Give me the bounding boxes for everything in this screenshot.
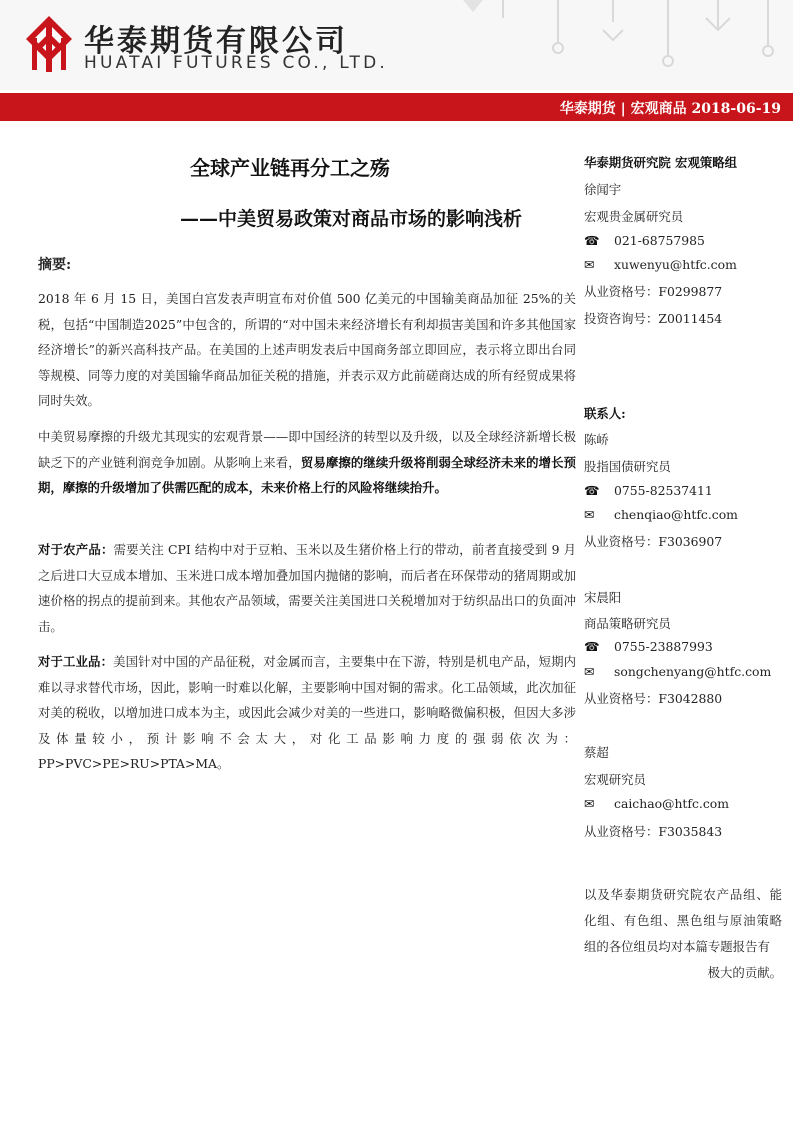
contact-name: 蔡超 <box>584 745 609 760</box>
contact-phone <box>584 639 713 654</box>
report-subtitle: ——中美贸易政策对商品市场的影响浅析 <box>180 208 523 230</box>
company-name-en: HUATAI FUTURES CO., LTD. <box>84 53 389 73</box>
contact-phone <box>584 483 713 498</box>
paragraph-label: 对于农产品： <box>38 542 114 557</box>
phone-number: 021-68757985 <box>614 233 705 248</box>
author-license: 从业资格号：F0299877 <box>584 284 723 299</box>
header-banner <box>0 93 793 121</box>
contact-license: 从业资格号：F3035843 <box>584 824 723 839</box>
company-logo-icon <box>24 14 74 74</box>
paragraph-label: 对于工业品： <box>38 654 114 669</box>
paragraph-announcement <box>38 286 576 414</box>
email-address: caichao@htfc.com <box>614 796 730 811</box>
paragraph-text: 中美贸易摩擦的升级尤其现实的宏观背景——即中国经济的转型以及升级，以及全球经济新增长极缺乏下的产业链利润竞争加剧。从影响上来看， <box>38 429 576 470</box>
contact-license: 从业资格号：F3036907 <box>584 534 723 549</box>
author-role: 宏观贵金属研究员 <box>584 209 684 224</box>
company-name-cn: 华泰期货有限公司 <box>84 24 348 59</box>
contact-role: 商品策略研究员 <box>584 616 671 631</box>
acknowledgement-text: 以及华泰期货研究院农产品组、能化组、有色组、黑色组与原油策略组的各位组员均对本篇专题报告有 <box>584 887 782 954</box>
abstract-label: 摘要: <box>38 257 72 273</box>
email-address: songchenyang@htfc.com <box>614 664 772 679</box>
contact-email <box>584 664 771 679</box>
page-header <box>0 0 793 90</box>
acknowledgement-end: 极大的贡献。 <box>707 965 782 980</box>
contact-email <box>584 796 729 811</box>
contact-license: 从业资格号：F3042880 <box>584 691 723 706</box>
author-email <box>584 257 737 272</box>
paragraph-text: 美国针对中国的产品征税，对金属而言，主要集中在下游，特别是机电产品，短期内难以寻求替代市场，因此，影响一时难以化解，主要影响中国对铜的需求。化工品领域，此次加征对美的税收，以增加进口成本为主，或因此会减少对美的一些进口，影响略微偏积极，但因大多涉及体量较小，预计影响不会太大，对化工品影响力度的强弱依次为：PP>PVC>PE>RU>PTA>MA。 <box>38 654 577 772</box>
phone-icon: ☎ <box>584 233 600 248</box>
paragraph-industrial <box>38 649 576 777</box>
header-decoration <box>463 0 793 90</box>
envelope-icon: ✉ <box>584 507 595 522</box>
org-header: 华泰期货研究院 宏观策略组 <box>584 155 738 170</box>
author-phone <box>584 233 705 248</box>
paragraph-agriculture <box>38 537 576 639</box>
email-address: xuwenyu@htfc.com <box>614 257 737 272</box>
contact-email <box>584 507 738 522</box>
contact-role: 宏观研究员 <box>584 772 646 787</box>
contact-role: 股指国债研究员 <box>584 459 671 474</box>
phone-icon: ☎ <box>584 639 600 654</box>
envelope-icon: ✉ <box>584 664 595 679</box>
paragraph-macro-background <box>38 424 576 501</box>
envelope-icon: ✉ <box>584 796 595 811</box>
phone-icon: ☎ <box>584 483 600 498</box>
contacts-label: 联系人: <box>584 406 626 421</box>
email-address: chenqiao@htfc.com <box>614 507 738 522</box>
envelope-icon: ✉ <box>584 257 595 272</box>
contact-name: 陈峤 <box>584 432 609 447</box>
phone-number: 0755-82537411 <box>614 483 713 498</box>
acknowledgement <box>584 882 782 986</box>
report-title: 全球产业链再分工之殇 <box>190 156 390 180</box>
author-consult-id: 投资咨询号：Z0011454 <box>584 311 723 326</box>
author-name: 徐闻宇 <box>584 182 622 197</box>
contact-name: 宋晨阳 <box>584 590 622 605</box>
banner-text: 华泰期货 | 宏观商品 2018-06-19 <box>559 101 781 117</box>
paragraph-emphasis: 贸易摩擦的继续升级将削弱全球经济未来的增长预期，摩擦的升级增加了供需匹配的成本，未来价格上行的风险将继续抬升。 <box>38 454 577 496</box>
phone-number: 0755-23887993 <box>614 639 713 654</box>
paragraph-text: 2018 年 6 月 15 日，美国白宫发表声明宣布对价值 500 亿美元的中国输美商品加征 25%的关税，包括“中国制造2025”中包含的，所谓的“对中国未来经济增长有利却损害美国和许多其他国家经济增长”的新兴高科技产品。在美国的上述声明发表后中国商务部立即回应，表示将立即出台同等规模、同等力度的对美国输华商品加征关税的措施，并表示双方此前磋商达成的所有经贸成果将同时失效。 <box>38 291 576 409</box>
paragraph-text: 需要关注 CPI 结构中对于豆粕、玉米以及生猪价格上行的带动，前者直接受到 9 月之后进口大豆成本增加、玉米进口成本增加叠加国内抛储的影响，而后者在环保带动的猪周期或加速价格的拐点的提前到来。其他农产品领域，需要关注美国进口关税增加对于纺织品出口的负面冲击。 <box>38 542 576 634</box>
